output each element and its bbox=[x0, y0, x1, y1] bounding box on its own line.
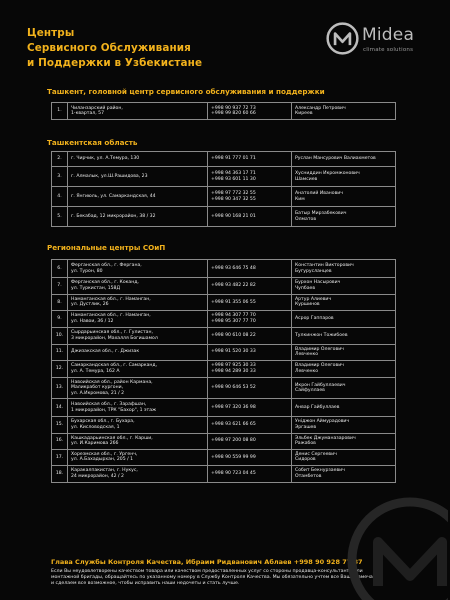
table-row bbox=[52, 260, 396, 278]
address-cell-line: Ферганская обл., г. Коканд, bbox=[71, 280, 139, 286]
row-number: 14. bbox=[52, 399, 68, 417]
phone-cell bbox=[208, 152, 292, 167]
contact-person-cell-line: Олматов bbox=[295, 216, 317, 222]
address-cell-line: г. Бекабад, 12 микрорайон, 38 / 32 bbox=[71, 213, 156, 219]
address-cell-line: ул. Навои, 36 / 12 bbox=[71, 318, 114, 324]
address-cell-line: Бухарская обл., г. Бухара, bbox=[71, 419, 135, 425]
address-cell bbox=[68, 360, 208, 378]
logo-wordmark: Midea bbox=[362, 25, 415, 45]
phone-cell-line: +998 97 772 32 55 bbox=[211, 191, 256, 197]
table-row bbox=[52, 167, 396, 187]
row-number: 8. bbox=[52, 294, 68, 311]
table-row bbox=[52, 103, 396, 120]
address-cell-line: ул. А.Икромова, 21 / 2 bbox=[71, 390, 125, 396]
contact-person-cell bbox=[292, 294, 396, 311]
contact-person-cell-line: Унiджон Аймурадович bbox=[295, 419, 350, 425]
row-number: 7. bbox=[52, 278, 68, 295]
phone-cell bbox=[208, 449, 292, 466]
contact-person-cell-line: Анатолий Иванович bbox=[295, 191, 343, 197]
address-cell-line: Маликработ кургони, bbox=[71, 385, 124, 391]
table-centers bbox=[51, 259, 396, 483]
table-tashkent bbox=[51, 102, 396, 120]
address-cell bbox=[68, 294, 208, 311]
phone-cell-line: +998 97 320 36 98 bbox=[211, 404, 256, 410]
phone-cell-line: +998 90 646 53 52 bbox=[211, 385, 256, 391]
phone-cell-line: +998 90 168 21 01 bbox=[211, 213, 256, 219]
contact-person-cell-line: Батыр Мирзабекович bbox=[295, 211, 347, 217]
phone-cell-line: +998 95 307 77 70 bbox=[211, 318, 256, 324]
phone-cell-line: +998 94 307 77 70 bbox=[211, 313, 256, 319]
phone-cell-line: +998 90 347 32 55 bbox=[211, 196, 256, 202]
row-number: 3. bbox=[52, 167, 68, 187]
contact-person-cell-line: Киреев bbox=[295, 111, 313, 116]
address-cell-line: ул. И.Каримова 266 bbox=[71, 441, 119, 446]
phone-cell bbox=[208, 344, 292, 360]
contact-person-cell bbox=[292, 466, 396, 483]
phone-cell-line: +998 97 200 08 80 bbox=[211, 438, 256, 444]
phone-cell-line: +998 94 363 17 71 bbox=[211, 171, 256, 177]
address-cell-line: Джизакская обл., г. Джизак bbox=[71, 349, 140, 355]
page-title bbox=[27, 26, 287, 71]
contact-person-cell-line: Хусниддин Икромжонович bbox=[295, 171, 360, 177]
address-cell-line: Наманганская обл., г. Наманган, bbox=[71, 296, 151, 302]
contact-person-cell-line: Икрон Гайбуллаевич bbox=[295, 382, 346, 388]
contact-person-cell-line: Эргашев bbox=[295, 424, 317, 430]
contact-person-cell-line: Сидоров bbox=[295, 457, 316, 463]
address-cell bbox=[68, 187, 208, 207]
address-cell-line: 3 микрорайон, Махалля Богишамол bbox=[71, 335, 158, 341]
phone-cell-line: +998 93 601 11 30 bbox=[211, 176, 256, 182]
address-cell-line: Навоийская обл., г. Зарафшан, bbox=[71, 402, 147, 408]
row-number: 11. bbox=[52, 344, 68, 360]
address-cell bbox=[68, 152, 208, 167]
section-title-tashkent: Ташкент, головной центр сервисного обслуживания и поддержки bbox=[47, 87, 325, 96]
address-cell-line: ул. Кисловодская, 1 bbox=[71, 424, 120, 430]
row-number: 6. bbox=[52, 260, 68, 278]
address-cell-line: ул. А.Бахадырхан, 205 / 1 bbox=[71, 457, 134, 463]
address-cell-line: Наманганская обл., г. Наманган, bbox=[71, 313, 151, 319]
phone-cell bbox=[208, 207, 292, 227]
contact-person-cell bbox=[292, 187, 396, 207]
table-row bbox=[52, 378, 396, 399]
contact-person-cell-line: Асрор Гаппаров bbox=[295, 316, 334, 322]
phone-cell-line: +998 93 621 66 65 bbox=[211, 422, 256, 428]
title-line-3: и Поддержки в Узбекистане bbox=[27, 57, 203, 69]
contact-person-cell-line: Владимир Олегович bbox=[295, 346, 344, 352]
contact-person-cell bbox=[292, 311, 396, 328]
contact-person-cell-line: Шамсиев bbox=[295, 176, 318, 182]
title-line-2: Сервисного Обслуживания bbox=[27, 42, 191, 54]
midea-logo bbox=[326, 20, 434, 66]
row-number: 2. bbox=[52, 152, 68, 167]
contact-person-cell-line: Сайфуллаев bbox=[295, 388, 325, 393]
row-number: 9. bbox=[52, 311, 68, 328]
address-cell bbox=[68, 449, 208, 466]
contact-person-cell-line: Руслан Мансурович Валиахметов bbox=[295, 156, 376, 162]
table-row bbox=[52, 187, 396, 207]
phone-cell-line: +998 97 925 30 33 bbox=[211, 363, 256, 369]
contact-person-cell-line: Константин Викторович bbox=[295, 263, 354, 269]
table-row bbox=[52, 360, 396, 378]
address-cell-line: 1 микрорайон, ТРК "Бахор", 1 этаж bbox=[71, 407, 157, 413]
contact-person-cell-line: Бугурусланцев bbox=[295, 268, 332, 274]
phone-cell bbox=[208, 360, 292, 378]
contact-person-cell-line: Левченко bbox=[295, 368, 319, 374]
footer-text: Если Вы неудовлетворены качеством товара или качеством предоставленных услуг со стороны продавца-консультанта или монтажной бригады, обращайтесь по указанному номеру в Службу Контроля Качества. Мы обязательно учтем все Ваши замечания и сделаем все возможное, чтобы исправить наши недочеты и стать лучше. bbox=[51, 569, 382, 586]
phone-cell-line: +998 90 559 99 99 bbox=[211, 454, 256, 460]
address-cell-line: ул. Дустлик, 26 bbox=[71, 302, 109, 308]
address-cell bbox=[68, 466, 208, 483]
phone-cell bbox=[208, 167, 292, 187]
phone-cell bbox=[208, 466, 292, 483]
phone-cell-line: +998 94 289 30 33 bbox=[211, 368, 256, 374]
row-number: 17. bbox=[52, 449, 68, 466]
phone-cell-line: +998 99 820 60 66 bbox=[211, 111, 256, 116]
table-row bbox=[52, 466, 396, 483]
table-row bbox=[52, 294, 396, 311]
address-cell bbox=[68, 327, 208, 344]
address-cell bbox=[68, 260, 208, 278]
address-cell bbox=[68, 344, 208, 360]
table-row bbox=[52, 344, 396, 360]
table-row bbox=[52, 152, 396, 167]
row-number: 18. bbox=[52, 466, 68, 483]
table-region bbox=[51, 151, 396, 227]
address-cell bbox=[68, 278, 208, 295]
phone-cell bbox=[208, 187, 292, 207]
phone-cell-line: +998 90 937 72 73 bbox=[211, 105, 256, 111]
contact-person-cell bbox=[292, 327, 396, 344]
contact-person-cell-line: Ким bbox=[295, 196, 305, 202]
contact-person-cell-line: Тулкинжон Тожибоев bbox=[295, 332, 348, 338]
table-row bbox=[52, 311, 396, 328]
address-cell-line: ул. Турон, 80 bbox=[71, 268, 103, 274]
logo-tagline: climate solutions bbox=[363, 47, 414, 53]
address-cell-line: 1-квартал, 57 bbox=[71, 111, 104, 116]
phone-cell bbox=[208, 399, 292, 417]
phone-cell bbox=[208, 327, 292, 344]
contact-person-cell-line: Эльбек Джуманазарович bbox=[295, 435, 356, 441]
address-cell-line: Сырдарьинская обл., г. Гулистан, bbox=[71, 330, 153, 336]
contact-person-cell-line: Денис Сергеевич bbox=[295, 451, 337, 457]
phone-cell bbox=[208, 294, 292, 311]
address-cell-line: г. Янгиюль, ул. Самаркандская, 44 bbox=[71, 193, 156, 199]
contact-person-cell bbox=[292, 378, 396, 399]
contact-person-cell bbox=[292, 103, 396, 120]
address-cell-line: ул. Туркистан, 158Д bbox=[71, 285, 121, 291]
table-row bbox=[52, 417, 396, 434]
address-cell-line: 24 микрорайон, 42 / 2 bbox=[71, 473, 124, 479]
contact-person-cell-line: Левченко bbox=[295, 352, 319, 357]
address-cell bbox=[68, 399, 208, 417]
phone-cell-line: +998 90 610 08 22 bbox=[211, 332, 256, 338]
row-number: 1. bbox=[52, 103, 68, 120]
phone-cell bbox=[208, 103, 292, 120]
contact-person-cell-line: Куршинов bbox=[295, 302, 320, 308]
contact-person-cell bbox=[292, 207, 396, 227]
contact-person-cell bbox=[292, 360, 396, 378]
row-number: 5. bbox=[52, 207, 68, 227]
phone-cell-line: +998 91 777 01 71 bbox=[211, 156, 256, 162]
phone-cell bbox=[208, 417, 292, 434]
phone-cell-line: +998 93 482 22 82 bbox=[211, 283, 256, 289]
row-number: 15. bbox=[52, 417, 68, 434]
contact-person-cell bbox=[292, 278, 396, 295]
phone-cell-line: +998 93 646 75 48 bbox=[211, 265, 256, 271]
footer-title: Глава Службы Контроля Качества, Ибраим Ридванович Аблаев +998 90 928 77 87 bbox=[51, 558, 363, 566]
row-number: 4. bbox=[52, 187, 68, 207]
table-row bbox=[52, 327, 396, 344]
contact-person-cell bbox=[292, 399, 396, 417]
address-cell-line: ул. А. Темура, 162 А bbox=[71, 368, 120, 374]
table-row bbox=[52, 433, 396, 449]
row-number: 10. bbox=[52, 327, 68, 344]
contact-person-cell bbox=[292, 433, 396, 449]
contact-person-cell-line: Ражабов bbox=[295, 441, 316, 446]
contact-person-cell-line: Владимир Олегович bbox=[295, 363, 344, 369]
phone-cell bbox=[208, 260, 292, 278]
contact-person-cell-line: Чупбаев bbox=[295, 285, 316, 291]
address-cell-line: Хорезмская обл., г. Ургенч, bbox=[71, 451, 138, 457]
phone-cell bbox=[208, 278, 292, 295]
section-title-centers: Региональные центры СОиП bbox=[47, 243, 166, 252]
address-cell-line: Ферганская обл., г. Фергана, bbox=[71, 263, 142, 269]
address-cell-line: г. Алмалык, ул.Ш.Рашидова, 23 bbox=[71, 173, 148, 179]
phone-cell-line: +998 91 520 30 33 bbox=[211, 349, 256, 355]
contact-person-cell-line: Анвар Гайбуллаев bbox=[295, 404, 340, 410]
phone-cell bbox=[208, 378, 292, 399]
row-number: 13. bbox=[52, 378, 68, 399]
title-line-1: Центры bbox=[27, 27, 75, 39]
contact-person-cell-line: Артур Алиевич bbox=[295, 296, 332, 302]
address-cell-line: Навоийская обл., район Кармана, bbox=[71, 379, 153, 385]
phone-cell-line: +998 90 723 04 45 bbox=[211, 471, 256, 477]
address-cell bbox=[68, 433, 208, 449]
address-cell bbox=[68, 311, 208, 328]
address-cell-line: Самаркандская обл., г. Самарканд, bbox=[71, 363, 158, 369]
midea-logo-icon bbox=[326, 22, 359, 55]
table-row bbox=[52, 399, 396, 417]
contact-person-cell-line: Бурхон Насырович bbox=[295, 280, 341, 286]
phone-cell bbox=[208, 311, 292, 328]
address-cell bbox=[68, 417, 208, 434]
address-cell-line: Каракалпакистан, г. Нукус, bbox=[71, 468, 138, 474]
contact-person-cell bbox=[292, 152, 396, 167]
address-cell-line: Кашкадарьинская обл., г. Карши, bbox=[71, 435, 153, 441]
address-cell bbox=[68, 378, 208, 399]
address-cell-line: Чиланзарский район, bbox=[71, 105, 123, 111]
address-cell-line: г. Чирчик, ул. А.Темура, 130 bbox=[71, 156, 140, 162]
table-row bbox=[52, 207, 396, 227]
table-row bbox=[52, 449, 396, 466]
section-title-region: Ташкентская область bbox=[47, 138, 138, 147]
contact-person-cell bbox=[292, 449, 396, 466]
phone-cell-line: +998 91 355 06 55 bbox=[211, 299, 256, 305]
contact-person-cell bbox=[292, 344, 396, 360]
contact-person-cell bbox=[292, 167, 396, 187]
contact-person-cell bbox=[292, 260, 396, 278]
address-cell bbox=[68, 167, 208, 187]
row-number: 16. bbox=[52, 433, 68, 449]
contact-person-cell bbox=[292, 417, 396, 434]
address-cell bbox=[68, 103, 208, 120]
phone-cell bbox=[208, 433, 292, 449]
contact-person-cell-line: Собит Бекнурзаевич bbox=[295, 468, 345, 474]
table-row bbox=[52, 278, 396, 295]
address-cell bbox=[68, 207, 208, 227]
row-number: 12. bbox=[52, 360, 68, 378]
contact-person-cell-line: Александр Петрович bbox=[295, 105, 346, 111]
midea-watermark-icon bbox=[318, 490, 448, 600]
contact-person-cell-line: Отамбетов bbox=[295, 473, 322, 479]
